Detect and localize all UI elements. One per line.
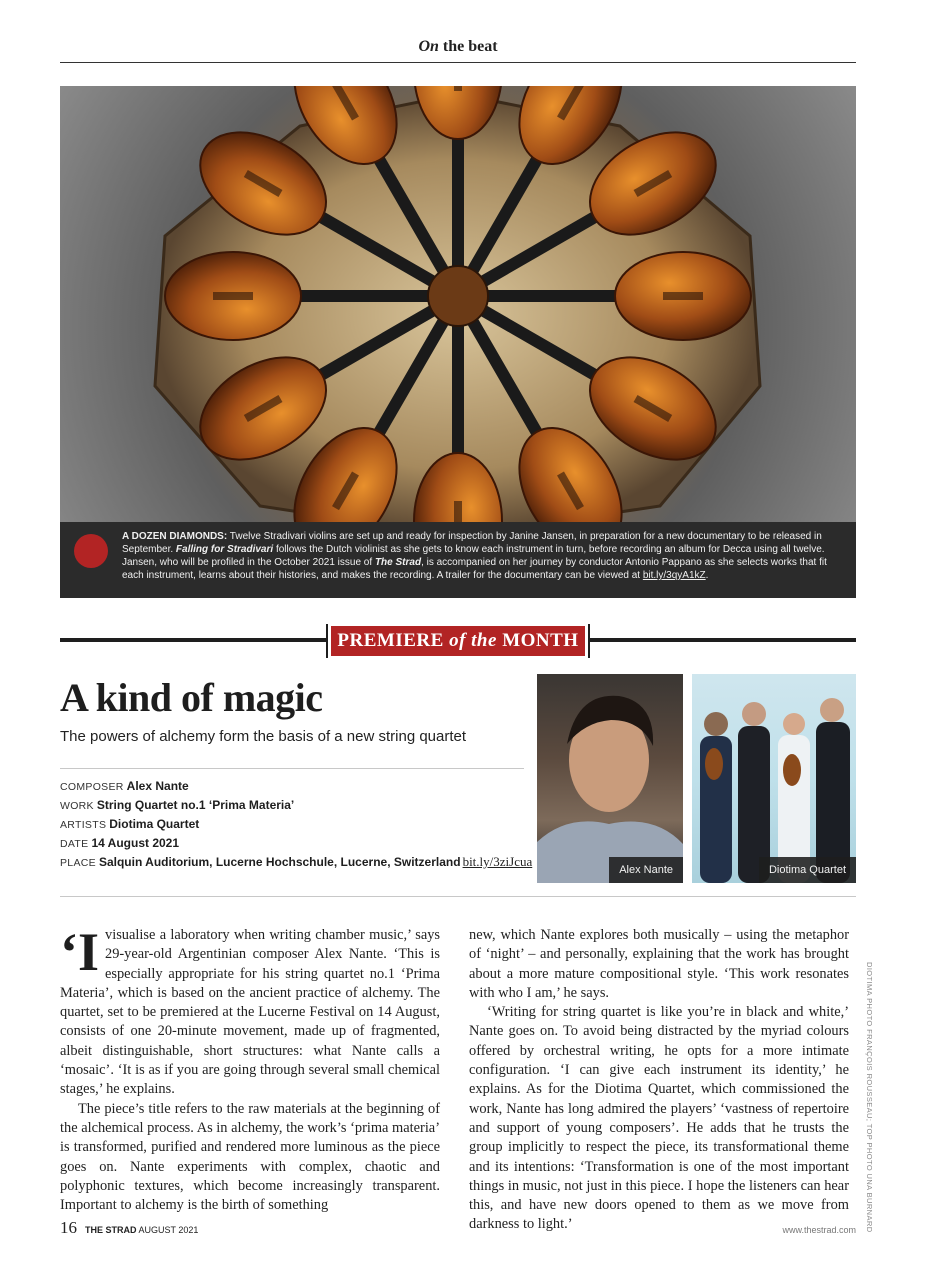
violins-photo: [60, 86, 856, 524]
banner-part-1: PREMIERE: [337, 630, 444, 651]
footer-issue: AUGUST 2021: [138, 1225, 199, 1235]
quartet-figure: [738, 702, 770, 883]
premiere-banner: [331, 626, 585, 656]
quartet-figure: [700, 712, 732, 883]
footer-url[interactable]: www.thestrad.com: [782, 1225, 856, 1235]
caption-trailer-link[interactable]: bit.ly/3qyA1kZ: [642, 570, 706, 581]
fact-value: Diotima Quartet: [109, 817, 200, 831]
banner-rule-right: [590, 638, 856, 642]
photo-credit-text: DIOTIMA PHOTO FRANÇOIS ROUSSEAU; TOP PHOTO UNA BURNARD: [865, 962, 874, 1233]
caption-text-3: , is accompanied on her journey by conductor Antonio Pappano as she selects works that fit each instrument, learns about their histories, and makes the recording. A trailer for the documentary can be viewed at: [122, 557, 827, 581]
article-column-left: [60, 922, 440, 1215]
running-head-text: the beat: [442, 38, 498, 55]
running-head-italic: On: [418, 38, 439, 55]
fact-value: 14 August 2021: [91, 836, 180, 850]
composer-portrait: [537, 674, 683, 883]
footer-magazine-name: THE STRAD: [85, 1225, 137, 1235]
fact-place: [60, 852, 533, 871]
photo-caption: [60, 522, 856, 598]
body-rule: [60, 896, 856, 897]
article-standfirst: The powers of alchemy form the basis of a new string quartet: [60, 728, 467, 745]
fact-value: Alex Nante: [126, 779, 189, 793]
scroll-center: [428, 266, 488, 326]
footer-magazine: [85, 1225, 198, 1235]
caption-end: .: [705, 570, 709, 581]
caption-text-2: follows the Dutch violinist as she gets to know each instrument in turn, before recording an album for Decca using all twelve. Jansen, who will be profiled in the October 2021 issue of: [122, 544, 825, 568]
composer-portrait-illustration: [537, 674, 683, 883]
page-number: 16: [60, 1218, 77, 1237]
article-column-right: [469, 926, 849, 1235]
banner-rule-left: [60, 638, 326, 642]
photo-credit: [862, 962, 874, 1233]
facts-rule: [60, 768, 524, 769]
fact-date: [60, 833, 530, 852]
caption-magazine: The Strad: [374, 557, 422, 568]
quartet-portrait-illustration: [692, 674, 856, 883]
fact-label: WORK: [60, 800, 94, 812]
quartet-figure: [816, 698, 850, 883]
quartet-photo-label: Diotima Quartet: [759, 857, 856, 883]
fact-value: Salquin Auditorium, Lucerne Hochschule, Lucerne, Switzerland: [98, 855, 461, 869]
banner-part-2: of the: [449, 630, 497, 651]
paragraph: [60, 922, 440, 1100]
paragraph: The piece’s title refers to the raw materials at the beginning of the alchemical process. As in alchemy, the work’s ‘prima materia’ is transformed, purified and rendered more luminous as the piece goes on. Nante experiments with complex, chaotic and polyphonic textures, which become increasingly transparent. Important to alchemy is the birth of something: [60, 1100, 440, 1214]
violin-shape: [705, 748, 723, 780]
fact-work: [60, 795, 530, 814]
paragraph: ‘Writing for string quartet is like you’re in black and white,’ Nante goes on. To avoid being distracted by the myriad colours offered by orchestral writing, he opts for a more intimate configuration. ‘I can give each instrument its identity,’ he explains. As for the Diotima Quartet, which commissioned the work, Nante has long admired the players’ ‘vastness of repertoire and support of young composers’. He adds that he trusts the group implicitly to respect the piece, its transformational theme and its intentions: ‘Transformation is one of the most important things in music, not just in this piece. I hope the listeners can hear this, and have new doors opened to them as we move from darkness to light.’: [469, 1004, 849, 1233]
caption-film-title: Falling for Stradivari: [175, 544, 274, 555]
caption-text-1: Twelve Stradivari violins are set up and ready for inspection by Janine Jansen, in preparation for a new documentary to be released in September.: [122, 531, 822, 555]
caption-text: [122, 530, 838, 582]
fact-label: ARTISTS: [60, 819, 107, 831]
running-head: [60, 38, 856, 56]
drop-cap: ‘I: [60, 922, 99, 982]
paragraph-1-text: visualise a laboratory when writing chamber music,’ says 29-year-old Argentinian composer Alex Nante. ‘This is especially appropriate for his string quartet no.1 ‘Prima Materia’, which is based on the ancient practice of alchemy. The quartet, set to be premiered at the Lucerne Festival on 14 August, consists of one 20-minute movement, made up of fragmented, albeit distinguishable, short structures: what Nante calls a ‘mosaic’. ‘It is as if you are going through several small chemical stages,’ he explains.: [60, 927, 440, 1098]
fact-label: PLACE: [60, 857, 96, 869]
composer-photo-label: Alex Nante: [609, 857, 683, 883]
fact-label: DATE: [60, 838, 89, 850]
premiere-facts: [60, 776, 533, 871]
violins-illustration: [60, 86, 856, 524]
fact-artists: [60, 814, 530, 833]
caption-lead: A DOZEN DIAMONDS:: [122, 531, 228, 542]
fact-label: COMPOSER: [60, 781, 124, 793]
quartet-portrait: [692, 674, 856, 883]
paragraph: new, which Nante explores both musically – using the metaphor of ‘night’ – and personally, explaining that the work has brought about a more mature compositional style. ‘This work resonates with who I am,’ he says.: [469, 927, 849, 1001]
article-headline: A kind of magic: [60, 675, 323, 720]
caption-red-dot: [74, 534, 108, 568]
violin-shape: [783, 754, 801, 786]
running-head-rule: [60, 62, 856, 63]
place-link[interactable]: bit.ly/3ziJcua: [462, 854, 533, 869]
banner-part-3: MONTH: [502, 630, 579, 651]
fact-value: String Quartet no.1 ‘Prima Materia’: [96, 798, 295, 812]
fact-composer: [60, 776, 530, 795]
